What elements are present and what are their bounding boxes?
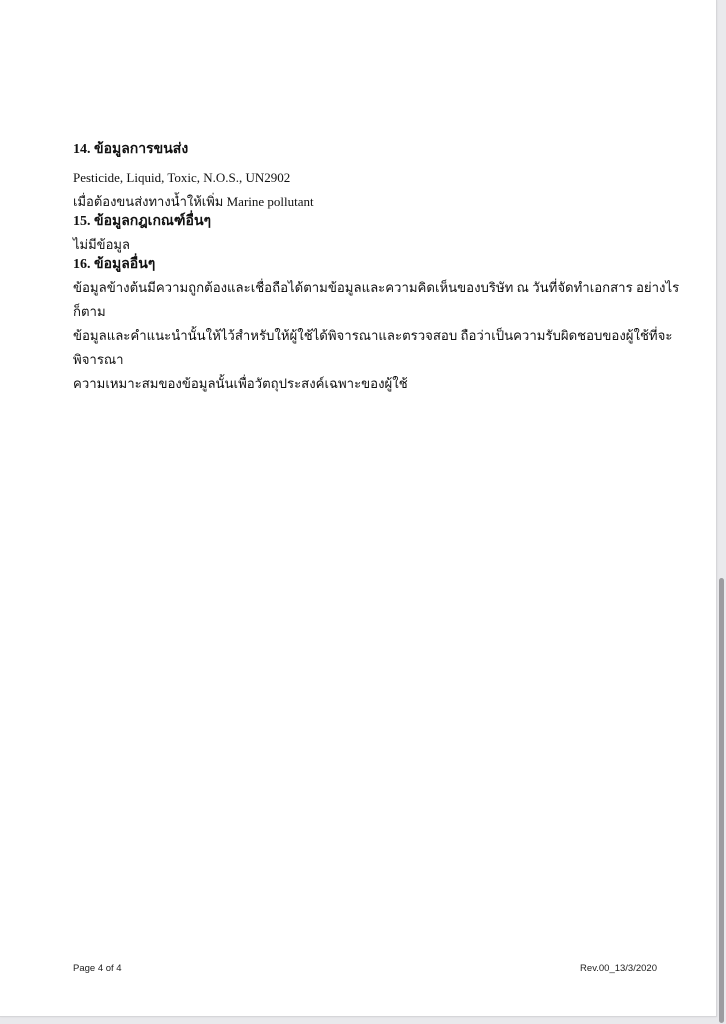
section-16-text-line-2: ข้อมูลและคำแนะนำนั้นให้ไว้สำหรับให้ผู้ใช้ได้พิจารณาและตรวจสอบ ถือว่าเป็นความรับผิดชอบของผู้ใช้ที่จะพิจารณา [73, 328, 673, 367]
section-16-paragraph [73, 276, 683, 396]
page-number: Page 4 of 4 [73, 963, 122, 974]
section-16-text-line-3: ความเหมาะสมของข้อมูลนั้นเพื่อวัตถุประสงค์เฉพาะของผู้ใช้ [73, 376, 408, 391]
scrollbar-thumb[interactable] [719, 578, 724, 1023]
section-14-text-line-1: Pesticide, Liquid, Toxic, N.O.S., UN2902 [73, 170, 291, 185]
section-15-heading: 15. ข้อมูลกฎเกณฑ์อื่นๆ [73, 214, 212, 229]
section-14-text-line-2: เมื่อต้องขนส่งทางน้ำให้เพิ่ม Marine pollutant [73, 194, 314, 209]
section-16-text-line-1: ข้อมูลข้างต้นมีความถูกต้องและเชื่อถือได้ตามข้อมูลและความคิดเห็นของบริษัท ณ วันที่จัดทำเอกสาร อย่างไรก็ตาม [73, 280, 680, 319]
section-14-heading: 14. ข้อมูลการขนส่ง [73, 142, 189, 157]
revision-label: Rev.00_13/3/2020 [580, 963, 657, 974]
page-content [73, 134, 693, 396]
section-15-text-line-1: ไม่มีข้อมูล [73, 237, 130, 252]
vertical-scrollbar[interactable] [717, 0, 726, 1024]
section-16-heading: 16. ข้อมูลอื่นๆ [73, 257, 156, 272]
